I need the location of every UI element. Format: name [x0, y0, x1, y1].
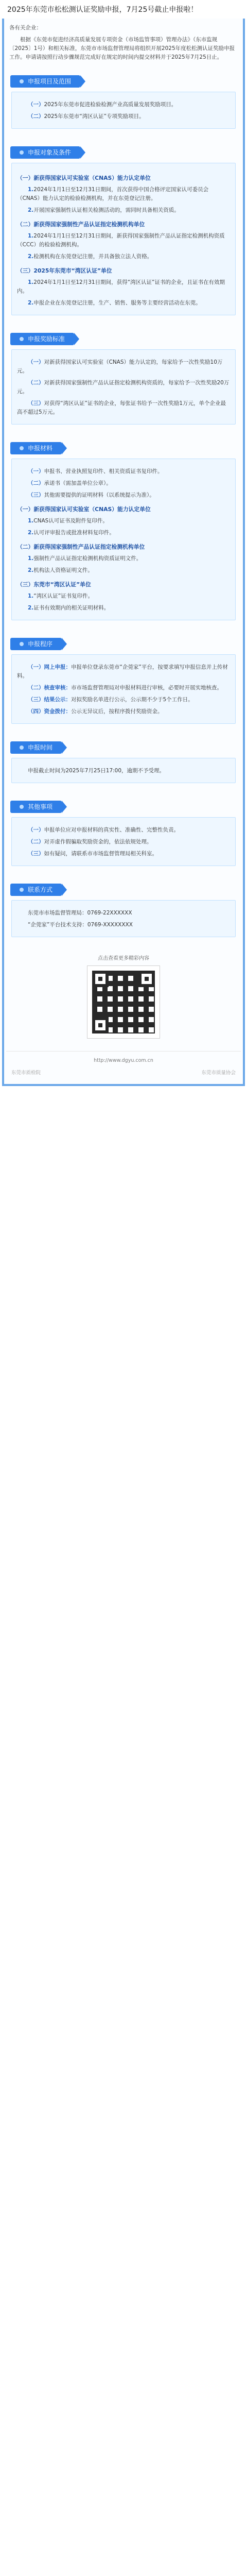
section-box: [11, 163, 236, 315]
section-item-label: （一）: [28, 359, 44, 365]
section-item-label: （一）: [28, 468, 44, 474]
section-ribbon-wrap: [10, 741, 237, 754]
section-item-label: （三）: [28, 492, 44, 498]
section-box: [11, 92, 236, 129]
section-item-label: （二）: [28, 839, 44, 845]
section-item-label: （二）核查审核：: [28, 685, 71, 691]
subsection-item-label: 2.: [28, 207, 34, 213]
contact-box: [11, 900, 236, 937]
section-item: [17, 379, 230, 396]
subsection-item-label: 2.: [28, 605, 34, 611]
subsection-item-text: [17, 529, 230, 537]
section-item-text: [17, 707, 230, 716]
subsection-item: [17, 252, 230, 261]
section-item-label: （二）: [28, 480, 44, 486]
page: [0, 0, 247, 1095]
section-item-body: 2025年东莞市“湾区认证”专项奖励项目。: [44, 113, 145, 120]
subsection-title: （三）东莞市“湾区认证”单位: [17, 581, 91, 588]
section-ribbon: [10, 741, 62, 754]
section-item-body: 市市场监督管理局对申报材料进行审核，必要时开展实地核查。: [71, 685, 222, 691]
subsection-item-body: 2024年1月1日至12月31日期间，新获得国家强制性产品认证指定检测机构资质（CCC）的检验检测机构。: [17, 233, 225, 248]
section-item-text: [17, 696, 230, 704]
section-item-body: 申报书、营业执照复印件、相关资质证书复印件。: [44, 468, 163, 474]
subsection-item-label: 1.: [28, 555, 34, 562]
section-title: 申报时间: [28, 744, 53, 751]
section-item-body: 公示无异议后，按程序拨付奖励资金。: [71, 708, 163, 715]
subsection-item-body: 认可评审报告或批准材料复印件。: [33, 530, 115, 536]
sections: [4, 66, 243, 874]
section-item-text: [17, 379, 230, 396]
section-ribbon: [10, 146, 80, 159]
content-frame: [2, 19, 245, 1086]
section-item-text: [17, 112, 230, 121]
section-item-label: （二）: [28, 380, 44, 386]
contact-line-1: 东莞市市场监督管理局：0769-22XXXXXX: [28, 910, 132, 916]
page-title: 2025年东莞市松松测认证奖励申报，7月25号截止申报啦！: [7, 6, 198, 14]
subsection-item-body: 2024年1月1日至12月31日期间，获得“湾区认证”证书的企业，且证书在有效期内。: [17, 279, 225, 294]
section-item-body: 对弄虚作假骗取奖励资金的，依法依规处理。: [44, 839, 152, 845]
contact-ribbon: [10, 884, 62, 896]
subsection-item-text: [17, 252, 230, 261]
subsection-item-text: [17, 517, 230, 526]
section-item: [17, 467, 230, 476]
subsection-item: [17, 232, 230, 249]
section-item: [17, 850, 230, 858]
subsection-item-text: [17, 206, 230, 215]
section-item-body: 其他需要提供的证明材料（以系统提示为准）。: [44, 492, 155, 498]
section-item: [17, 491, 230, 500]
subsection-item-body: 强制性产品认证指定检测机构资质证明文件。: [33, 555, 142, 562]
ribbon-dot-icon: [20, 150, 24, 155]
footer-right: 东莞市质量协会: [201, 1070, 236, 1076]
subsection-title: （三）2025年东莞市“湾区认证”单位: [17, 267, 112, 274]
subsection-item-text: [17, 278, 230, 296]
subsection-item-label: 1.: [28, 233, 34, 239]
subsection-item: [17, 604, 230, 613]
subsection-item-body: 开展国家强制性认证相关检测活动的，需同时具备相关资质。: [33, 207, 180, 213]
subsection-item: [17, 554, 230, 563]
section-item-body: 承诺书（需加盖单位公章）。: [44, 480, 112, 486]
footer-sources: [11, 1069, 236, 1076]
subsection-item: [17, 278, 230, 296]
qr-code-pattern: [92, 971, 155, 1033]
subsection-item-label: 1.: [28, 279, 34, 285]
section: [4, 137, 243, 324]
subsection-item-body: 证书有效期内的相关证明材料。: [33, 605, 110, 611]
section-item-label: （三）结果公示：: [28, 697, 71, 703]
subsection-item-text: [17, 566, 230, 575]
contact-heading: 联系方式: [28, 886, 53, 893]
section-ribbon-wrap: [10, 333, 237, 345]
section-item-text: [17, 663, 230, 681]
section-item-text: [17, 826, 230, 835]
section: [4, 433, 243, 629]
section: [4, 629, 243, 732]
section-item: [17, 663, 230, 681]
subsection-title: （一）新获得国家认可实验室（CNAS）能力认定单位: [17, 175, 151, 181]
qr-code[interactable]: [87, 965, 160, 1039]
section-item-label: （一）网上申报：: [28, 664, 71, 670]
section-item: [17, 399, 230, 417]
subsection-item: [17, 185, 230, 203]
section-item-label: （一）: [28, 101, 44, 108]
subsection-title: （二）新获得国家强制性产品认证指定检测机构单位: [17, 544, 145, 550]
section-item-text: [17, 358, 230, 376]
section: [4, 66, 243, 137]
subsection-item-text: [17, 592, 230, 601]
subsection-item-body: 检测机构在东莞登记注册，并具备独立法人资格。: [33, 253, 153, 260]
subsection-title: （二）新获得国家强制性产品认证指定检测机构单位: [17, 221, 145, 228]
ribbon-dot-icon: [20, 745, 24, 750]
section-title: 申报程序: [28, 640, 53, 648]
section-item: [17, 838, 230, 846]
subsection-item-label: 2.: [28, 530, 34, 536]
qr-label: 点击查看更多精彩内容: [98, 956, 149, 961]
section-item-text: [17, 850, 230, 858]
section-item: [17, 696, 230, 704]
qr-finder-bl: [92, 1017, 109, 1033]
section: [4, 324, 243, 433]
subsection-item-text: [17, 604, 230, 613]
section-item-body: 申报截止时间为2025年7月25日17:00，逾期不予受理。: [28, 768, 165, 774]
ribbon-dot-icon: [20, 805, 24, 809]
ribbon-dot-icon: [20, 888, 24, 892]
section-item-text: [17, 838, 230, 846]
subsection-item: [17, 529, 230, 537]
section-item-body: 对新获得国家强制性产品认证指定检测机构资质的，每家给予一次性奖励20万元。: [17, 380, 230, 395]
bottom-spacer: [0, 1086, 247, 1095]
section-item: [17, 767, 230, 775]
section-ribbon: [10, 801, 62, 813]
ribbon-dot-icon: [20, 337, 24, 341]
section-item: [17, 707, 230, 716]
qr-area: [4, 945, 243, 1047]
intro-body: 根据《东莞市促进经济高质量发展专项资金（市场监管事项）管理办法》（东市监规〔2025〕1号）和相关标准，东莞市市场监督管理局将组织开展2025年度松松测认证奖励申报工作。申请请按照行动步骤规范完成好在规定的时间内提交材料并于2025年7月25日止。: [9, 37, 235, 60]
section-item-text: [17, 479, 230, 488]
section-item: [17, 684, 230, 692]
subsection-item-label: 2.: [28, 300, 34, 306]
section-title: 申报项目及范围: [28, 78, 72, 85]
subsection-item-body: 机构法人资格证明文件。: [33, 567, 93, 573]
section-item: [17, 826, 230, 835]
section-ribbon-wrap: [10, 75, 237, 88]
subsection-item-body: “湾区认证”证书复印件。: [33, 593, 94, 599]
section-item: [17, 100, 230, 109]
section-item-body: 申报单位应对申报材料的真实性、准确性、完整性负责。: [44, 827, 179, 833]
section-item: [17, 358, 230, 376]
section-ribbon: [10, 333, 74, 345]
section-ribbon-wrap: [10, 442, 237, 454]
section-item-text: [17, 399, 230, 417]
section-title: 申报对象及条件: [28, 149, 72, 156]
section-ribbon-wrap: [10, 801, 237, 813]
section-box: [11, 459, 236, 620]
section-box: [11, 758, 236, 783]
section-item-body: 对获得“湾区认证”证书的企业，每张证书给予一次性奖励1万元，单个企业最高不超过5万元。: [17, 400, 226, 415]
intro-greeting: 各有关企业：: [9, 25, 42, 31]
section-box: [11, 817, 236, 866]
subsection-item-body: 2024年1月1日至12月31日期间，首次获得中国合格评定国家认可委员会（CNAS）能力认定的检验检测机构，并在东莞登记注册。: [17, 187, 209, 201]
section-title: 申报奖励标准: [28, 335, 65, 343]
subsection-item-text: [17, 185, 230, 203]
subsection-item-label: 1.: [28, 518, 34, 524]
section-ribbon: [10, 638, 62, 650]
section-title: 其他事项: [28, 803, 53, 810]
section-ribbon-wrap: [10, 638, 237, 650]
section-item-label: （三）: [28, 400, 44, 406]
subsection-item-label: 2.: [28, 567, 34, 573]
section-ribbon: [10, 442, 62, 454]
section-item-text: [17, 684, 230, 692]
subsection-item: [17, 517, 230, 526]
subsection-item: [17, 206, 230, 215]
subsection-item-text: [17, 554, 230, 563]
section-item: [17, 112, 230, 121]
footer-left: 东莞市质检院: [11, 1070, 41, 1076]
ribbon-dot-icon: [20, 79, 24, 83]
subsection-item-label: 1.: [28, 187, 34, 193]
qr-finder-tl: [92, 971, 109, 987]
subsection-item-body: 申报企业在东莞登记注册，生产、销售、服务等主要经营活动在东莞。: [33, 300, 201, 306]
section-item-body: 对新获得国家认可实验室（CNAS）能力认定的，每家给予一次性奖励10万元。: [17, 359, 223, 374]
section-item-body: 如有疑问，请联系市市场监督管理局相关科室。: [44, 851, 157, 857]
subsection-item-label: 1.: [28, 593, 34, 599]
section-item-label: （三）: [28, 851, 44, 857]
contact-ribbon-wrap: [10, 884, 237, 896]
section-item-body: 申报单位登录东莞市“企莞家”平台，按要求填写申报信息并上传材料。: [17, 664, 228, 679]
subsection-item-text: [17, 299, 230, 308]
qr-finder-tr: [138, 971, 155, 987]
section-ribbon: [10, 75, 80, 88]
subsection-title: （一）新获得国家认可实验室（CNAS）能力认定单位: [17, 506, 151, 513]
contact-section: [4, 874, 243, 945]
section-item-text: [17, 467, 230, 476]
section-title: 申报材料: [28, 445, 53, 452]
subsection-item-body: CNAS认可证书及附件复印件。: [33, 518, 108, 524]
section-box: [11, 349, 236, 425]
section-item-body: 对拟奖励名单进行公示，公示期不少于5个工作日。: [71, 697, 193, 703]
ribbon-dot-icon: [20, 446, 24, 450]
intro: [4, 19, 243, 66]
subsection-item: [17, 566, 230, 575]
section-item-text: [17, 767, 230, 775]
section-item-text: [17, 491, 230, 500]
contact-line-2: “企莞家”平台技术支持：0769-XXXXXXXX: [28, 922, 133, 928]
ribbon-dot-icon: [20, 642, 24, 646]
section-item-label: （一）: [28, 827, 44, 833]
section: [4, 732, 243, 791]
section-item-text: [17, 100, 230, 109]
section-item-body: 2025年东莞市促进检验检测产业高质量发展奖励项目。: [44, 101, 177, 108]
subsection-item-text: [17, 232, 230, 249]
section: [4, 791, 243, 874]
subsection-item: [17, 299, 230, 308]
subsection-item-label: 2.: [28, 253, 34, 260]
section-item: [17, 479, 230, 488]
section-item-label: （二）: [28, 113, 44, 120]
section-box: [11, 654, 236, 724]
footer: [6, 1051, 241, 1084]
section-item-label: （四）资金拨付：: [28, 708, 71, 715]
subsection-item: [17, 592, 230, 601]
footer-site[interactable]: http://www.dgyu.com.cn: [94, 1058, 153, 1063]
section-ribbon-wrap: [10, 146, 237, 159]
